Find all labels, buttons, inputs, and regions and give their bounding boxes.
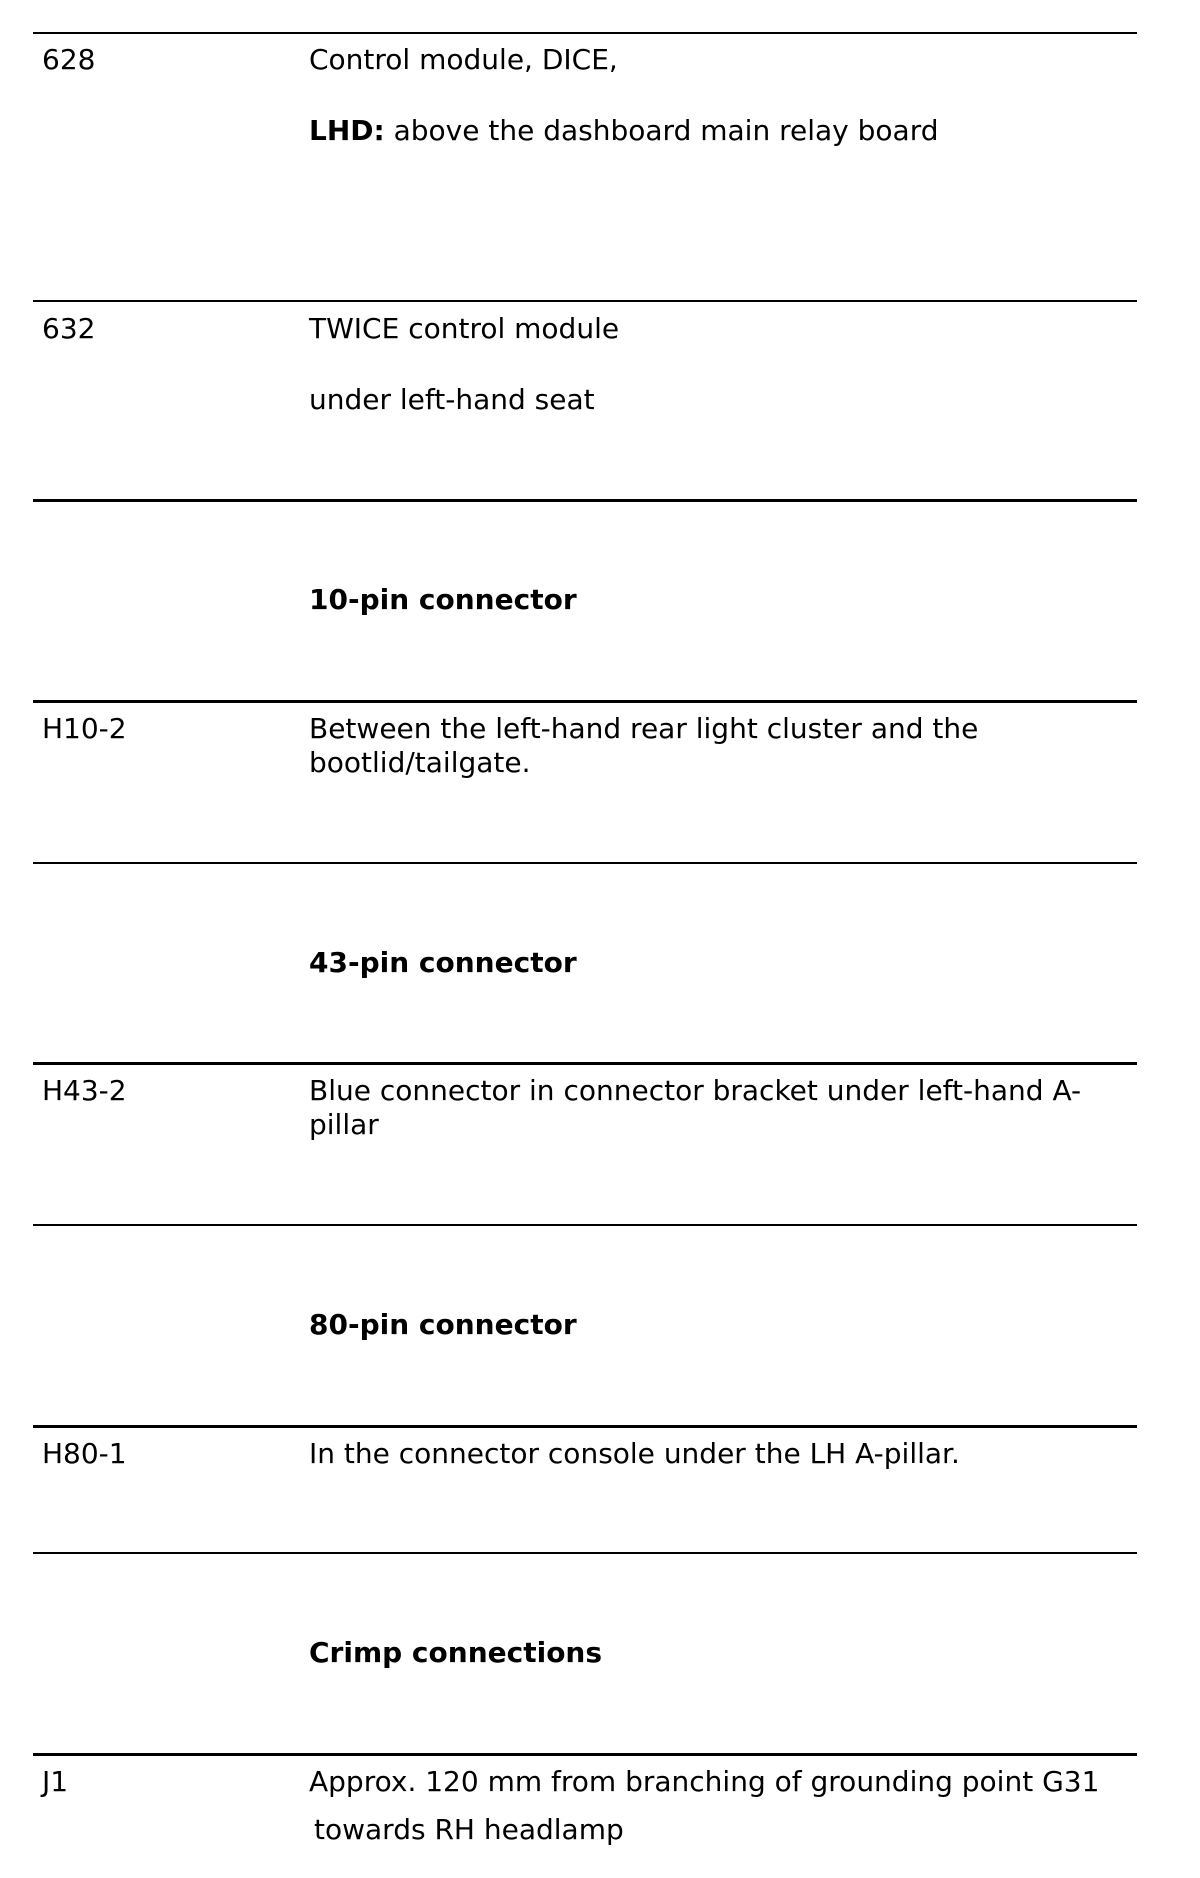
component-code: 628 — [42, 43, 96, 76]
component-location: Blue connector in connector bracket under left-hand A- — [309, 1074, 1082, 1107]
component-location — [309, 114, 939, 148]
component-code: H10-2 — [42, 712, 127, 745]
component-location-cont: pillar — [309, 1108, 379, 1141]
row-divider — [33, 1425, 1137, 1428]
section-heading: 10-pin connector — [309, 583, 577, 616]
row-divider — [33, 499, 1137, 502]
section-heading: 80-pin connector — [309, 1308, 577, 1341]
component-location: In the connector console under the LH A-pillar. — [309, 1437, 960, 1470]
component-code: J1 — [42, 1765, 69, 1798]
row-divider — [33, 1552, 1137, 1554]
component-location-cont: towards RH headlamp — [314, 1813, 624, 1846]
component-location: Between the left-hand rear light cluster and the — [309, 712, 979, 745]
row-divider — [33, 32, 1137, 34]
component-code: H43-2 — [42, 1074, 127, 1107]
row-divider — [33, 300, 1137, 302]
location-prefix: LHD: — [309, 114, 385, 147]
component-location-cont: bootlid/tailgate. — [309, 746, 531, 779]
row-divider — [33, 1753, 1137, 1756]
row-divider — [33, 862, 1137, 864]
component-description: Control module, DICE, — [309, 43, 618, 76]
location-text: above the dashboard main relay board — [384, 114, 939, 147]
component-code: 632 — [42, 312, 96, 345]
row-divider — [33, 1224, 1137, 1226]
section-heading: Crimp connections — [309, 1636, 603, 1669]
component-location: Approx. 120 mm from branching of grounding point G31 — [309, 1765, 1100, 1798]
row-divider — [33, 700, 1137, 703]
row-divider — [33, 1062, 1137, 1065]
section-heading: 43-pin connector — [309, 946, 577, 979]
component-code: H80-1 — [42, 1437, 127, 1470]
component-description: TWICE control module — [309, 312, 620, 345]
component-location: under left-hand seat — [309, 383, 595, 416]
